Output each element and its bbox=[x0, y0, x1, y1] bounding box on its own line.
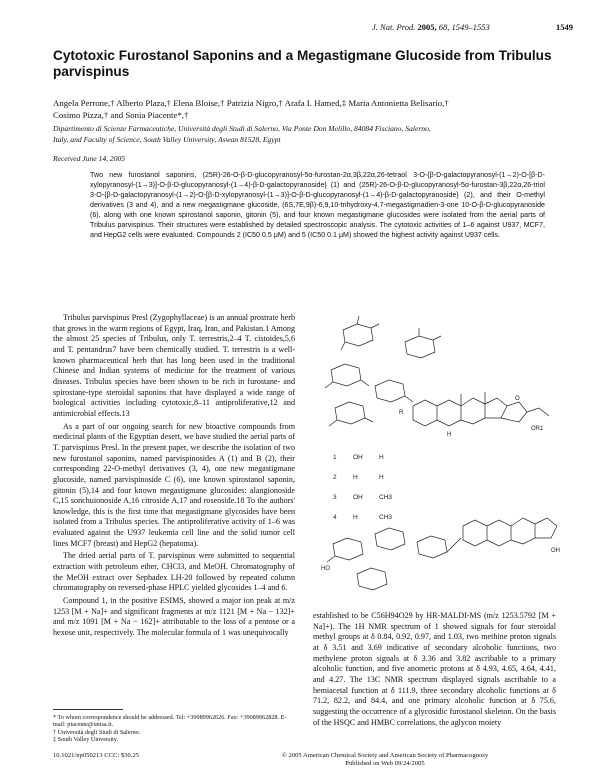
footnotes bbox=[53, 714, 295, 744]
sugar-ring-left-2 bbox=[329, 402, 373, 426]
article-title: Cytotoxic Furostanol Saponins and a Megastigmane Glucoside from Tribulus parvispinus bbox=[53, 48, 552, 79]
r-label: R bbox=[399, 410, 404, 416]
compound-r: H bbox=[353, 474, 358, 481]
compound-r: OH bbox=[353, 494, 363, 501]
compound-r: OH bbox=[353, 454, 363, 461]
journal-citation bbox=[372, 22, 490, 32]
affiliation-line: Italy, and Faculty of Science, South Valley University, Aswan 81528, Egypt bbox=[53, 134, 281, 144]
author-line: Angela Perrone,† Alberto Plaza,† Elena Bloise,† Patrizia Nigro,† Arafa I. Hamed,‡ Maria Antonietta Belisario,† bbox=[53, 98, 449, 108]
or1-label: OR1 bbox=[531, 426, 544, 432]
sugar-ring-bottom-3 bbox=[417, 536, 461, 558]
received-date: Received June 14, 2005 bbox=[53, 154, 126, 163]
compound-number: 4 bbox=[333, 514, 337, 521]
compound-r1: CH3 bbox=[379, 494, 393, 501]
h-label: H bbox=[447, 432, 452, 438]
journal-volume: 68, bbox=[438, 22, 450, 32]
copyright-block bbox=[215, 752, 555, 768]
doi-line: 10.1021/np050213 CCC: $30.25 bbox=[53, 752, 140, 759]
sugar-ring-top-2 bbox=[405, 328, 441, 358]
compound-r1: CH3 bbox=[379, 514, 393, 521]
sugar-ring-bottom-4 bbox=[357, 568, 387, 590]
oxygen-label: O bbox=[515, 396, 520, 402]
compound-table bbox=[333, 454, 392, 521]
sugar-ring-bottom-1 bbox=[327, 538, 363, 562]
compound-r1: H bbox=[379, 454, 384, 461]
affiliation-line: Dipartimento di Scienze Farmaceutiche, Università degli Studi di Salerno, Via Ponte Don Melillo, 84084 Fisciano, Salerno, bbox=[53, 124, 431, 133]
compound-number: 1 bbox=[333, 454, 337, 461]
compound-number: 2 bbox=[333, 474, 337, 481]
ho-label: HO bbox=[321, 566, 330, 572]
sugar-ring-left-3 bbox=[375, 380, 413, 402]
footnote: * To whom correspondence should be addressed. Tel: +39089962626. Fax: +39089962828. E-mail: piacente@unisa.it. bbox=[53, 714, 287, 729]
journal-name: J. Nat. Prod. bbox=[372, 22, 416, 32]
journal-year: 2005, bbox=[417, 22, 437, 32]
paragraph: As a part of our ongoing search for new bioactive compounds from medicinal plants of the Egyptian desert, we have studied the aerial parts of T. parvispinus Presl. In the present paper, we describe the isolation of two new furostanol saponins, named parvispinosides A (1) and B (2), their corresponding 22-O-methyl derivatives (3, 4), one new megastigmane glucoside, named parvispinoside C (6), one known spirostanol saponin, gitonin (5),14 and four known megastigmane glucosides: alangionoside C,15 sonchuionoside A,16 citroside A,17 and roseoside.18 To the authors' knowledge, this is the first time that megastigmane glycosides have been isolated from a Tribulus species. The antiproliferative activity of 1–6 was evaluated against the U937 leukemia cell line and the solid tumor cell lines MCF7 (breast) and HepG2 (hepatoma). bbox=[53, 421, 295, 548]
compound-r: H bbox=[353, 514, 358, 521]
journal-pages: 1549–1553 bbox=[451, 22, 490, 32]
footnote: ‡ South Valley University. bbox=[53, 736, 119, 744]
sugar-ring-bottom-2 bbox=[375, 528, 405, 550]
body-right-column: established to be C56H94O29 by HR-MALDI-MS (m/z 1253.5792 [M + Na]+). The 1H NMR spectrum of 1 showed signals for four steroidal methyl groups at δ 0.84, 0.92, 0.97, and 1.03, two methine proton signals at δ 3.51 and 3.69 indicative of secondary alcoholic functions, two methylene proton signals at δ 3.36 and 3.82 ascribable to a primary alcoholic function, and five anomeric protons at δ 4.93, 4.65, 4.64, 4.41, and 4.27. The 13C NMR spectrum displayed signals ascribable to a hemiacetal function at δ 111.9, three secondary alcoholic functions at δ 71.2, 82.2, and 84.4, and one primary alcoholic function at δ 75.6, suggesting the occurrence of a glycosidic furostanol skeleton. On the basis of the HSQC and HMBC correlations, the aglycon moiety bbox=[313, 611, 556, 727]
compound-number: 3 bbox=[333, 494, 337, 501]
sugar-ring-left-1 bbox=[325, 364, 369, 388]
sugar-ring-top-1 bbox=[341, 316, 379, 350]
footnote: † Università degli Studi di Salerno. bbox=[53, 728, 141, 736]
spirostanol-structure bbox=[463, 518, 557, 546]
paragraph: Compound 1, in the positive ESIMS, showed a major ion peak at m/z 1253 [M + Na]+ and significant fragments at m/z 1121 [M + Na − 132]+ and m/z 1091 [M + Na − 162]+ attributable to the loss of a pentose or a hexose unit, respectively. The molecular formula of 1 was unequivocally bbox=[53, 596, 295, 638]
steroid-nucleus bbox=[413, 392, 549, 426]
paragraph: The dried aerial parts of T. parvispinus were submitted to sequential extraction with petroleum ether, CHCl3, and MeOH. Chromatography of the MeOH extract over Sephadex LH-20 followed by repeated column chromatography on reversed-phase HPLC yielded glycosides 1–4 and 6. bbox=[53, 551, 295, 593]
footnote-divider bbox=[53, 709, 123, 710]
affiliation bbox=[53, 124, 553, 145]
author-list bbox=[53, 97, 553, 121]
compound-r1: H bbox=[379, 474, 384, 481]
author-line: Cosimo Pizza,† and Sonia Piacente*,† bbox=[53, 110, 189, 120]
publication-date: Published on Web 09/24/2005 bbox=[345, 760, 425, 767]
body-left-column bbox=[53, 313, 295, 639]
paragraph: Tribulus parvispinus Presl (Zygophyllaceae) is an annual prostrate herb that grows in the warm regions of Egypt, Iraq, Iran, and Pakistan.1 Among the almost 25 species of Tribulus, only T. terrestris,2–4 T. cistoides,5,6 and T. pentandrus7 have been chemically studied. T. terrestris is a well-known pharmaceutical herb that has long been used in the traditional Chinese and Indian systems of medicine for the treatment of various diseases. Tribulus species have been shown to be rich in furostane- and spirostane-type steroidal saponins that have displayed a wide range of biological activities including cytotoxic,8–11 antiproliferative,12 and antimicrobial effects.13 bbox=[53, 313, 295, 418]
copyright-line: © 2005 American Chemical Society and American Society of Pharmacognosy bbox=[281, 752, 489, 759]
chemical-structures-figure bbox=[313, 312, 563, 602]
oh-label: OH bbox=[551, 548, 560, 554]
abstract: Two new furostanol saponins, (25R)-26-O-β-D-glucopyranosyl-5α-furostan-2α,3β,22α,26-tetraol 3-O-{β-D-galactopyranosyl-(1→2)-O-[β-D-xylopyranosyl-(1→3)]-O-β-D-glucopyranosyl-(1→4)-β-D-galactopyranoside} (1) and (25R)-26-O-β-D-glucopyranosyl-5α-furostan-3β,22α,26-triol 3-O-{β-D-galactopyranosyl-(1→2)-O-[β-D-xylopyranosyl-(1→3)]-O-β-D-glucopyranosyl-(1→4)-β-D-galactopyranoside} (2), and their O-methyl derivatives (3 and 4), and a new megastigmane glucoside, (6S,7E,9β)-6,9,10-trihydroxy-4,7-megastigmadien-3-one 10-O-β-D-glucopyranoside (6), along with one known spirostanol saponin, gitonin (5), and four known megastigmane glucosides were isolated from the aerial parts of Tribulus parvispinus. Their structures were established by detailed spectroscopic analysis. The cytotoxic activities of 1–6 against U937, MCF7, and HepG2 cells were evaluated. Compounds 2 (IC50 0.5 μM) and 5 (IC50 0.1 μM) showed the highest activity against U937 cells. bbox=[90, 171, 545, 239]
page-number: 1549 bbox=[556, 22, 573, 32]
